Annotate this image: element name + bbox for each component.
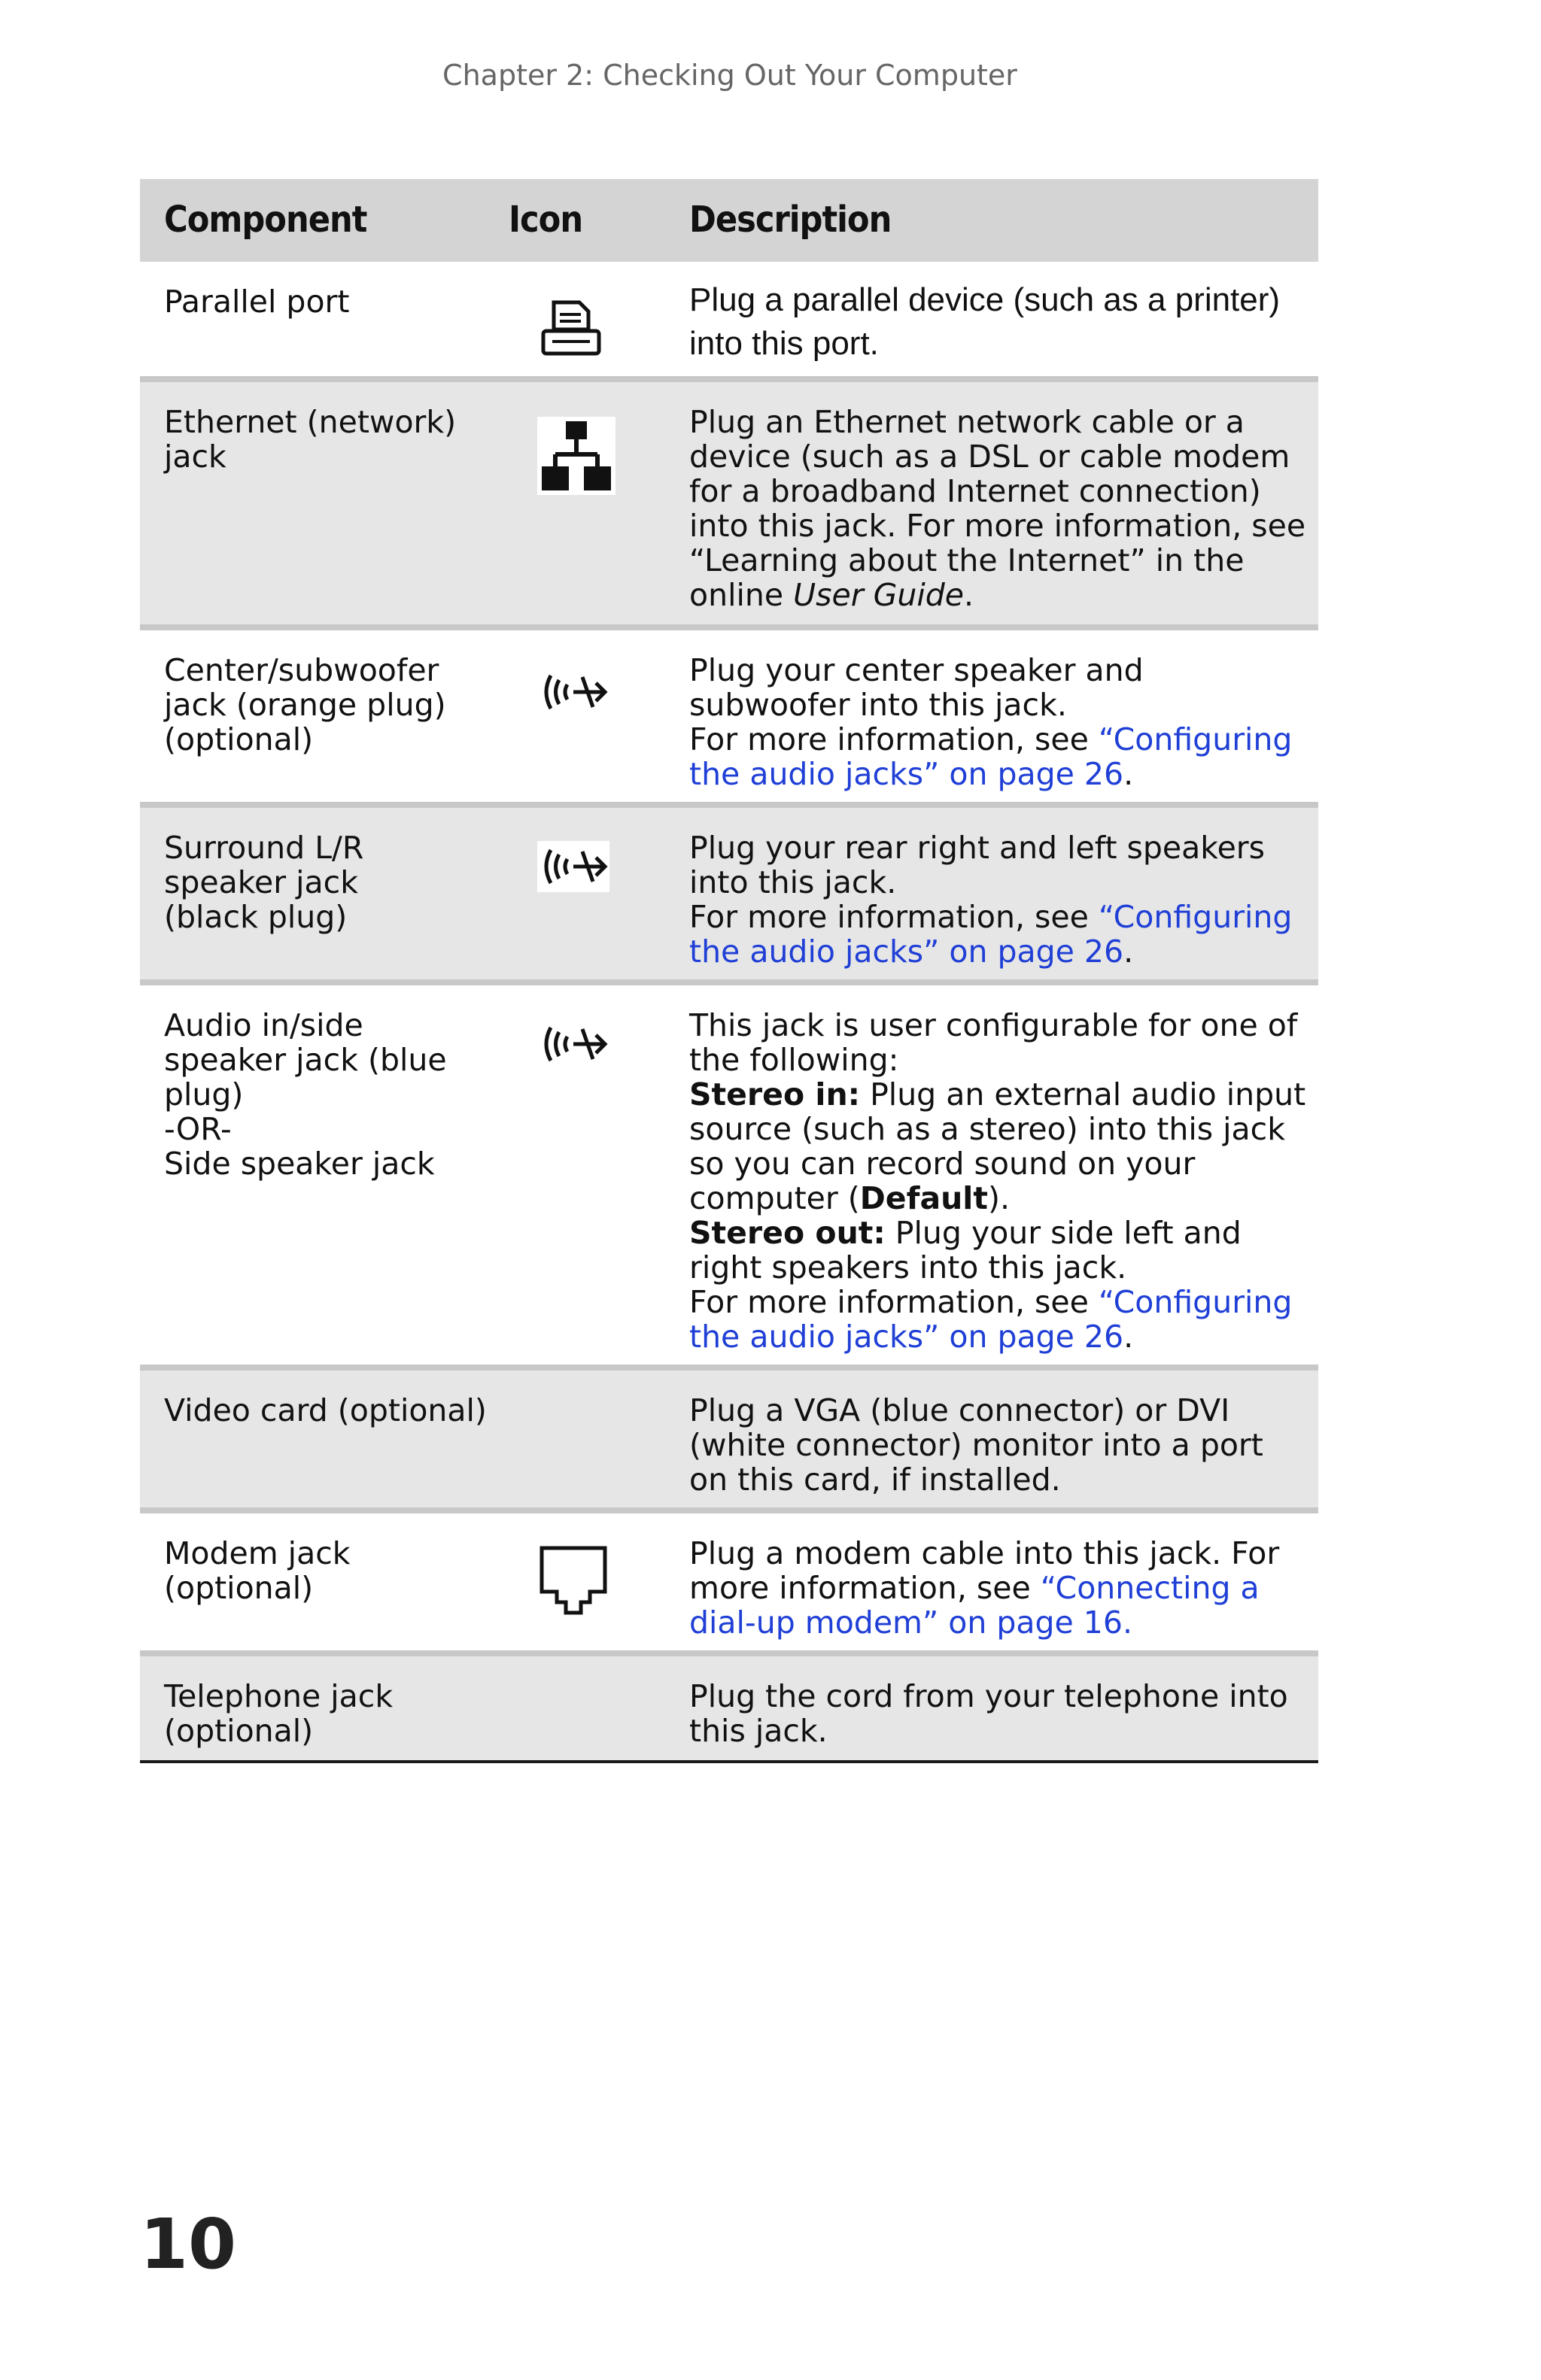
user-guide-title: User Guide [793, 577, 964, 613]
running-head: Chapter 2: Checking Out Your Computer [442, 59, 1017, 92]
table-row [140, 382, 1318, 624]
component-description: Plug a parallel device (such as a printer) into this port. [689, 281, 1281, 362]
row-divider [140, 376, 1318, 382]
page-number: 10 [140, 2204, 237, 2284]
table-row [140, 630, 1318, 802]
default-label: Default [859, 1180, 988, 1216]
stereo-out-label: Stereo out: [689, 1215, 886, 1251]
row-divider [140, 1507, 1318, 1513]
column-header-component: Component [164, 199, 367, 241]
component-description: Plug a modem cable into this jack. For more information, see “Connecting a dial-up modem” on page 16. [689, 1535, 1280, 1641]
component-name: Center/subwoofer jack (orange plug) (optional) [164, 652, 446, 757]
component-description: Plug your rear right and left speakers into this jack. For more information, see “Configuring the audio jacks” on page 26. [689, 830, 1293, 970]
column-header-description: Description [689, 199, 892, 241]
component-name: Modem jack (optional) [164, 1535, 351, 1606]
modem-jack-icon [537, 1544, 620, 1619]
component-name: Parallel port [164, 284, 350, 320]
component-table [140, 179, 1318, 1763]
table-row [140, 262, 1318, 376]
network-icon [537, 417, 620, 495]
row-divider [140, 624, 1318, 630]
component-description: This jack is user configurable for one of the following: Stereo in: Plug an external audio input source (such as a stereo) into this jack so you can record sound on your computer (Default). Stereo out: Plug your side left and right speakers into this jack. For more information, see “Configuring the audio jacks” on page 26. [689, 1007, 1306, 1355]
row-divider [140, 1650, 1318, 1656]
component-name: Audio in/side speaker jack (blue plug) -OR- Side speaker jack [164, 1007, 447, 1182]
row-divider [140, 1365, 1318, 1371]
printer-icon [537, 298, 620, 361]
table-row [140, 808, 1318, 979]
table-bottom-rule [140, 1760, 1318, 1763]
component-description: Plug an Ethernet network cable or a device (such as a DSL or cable modem for a broadband Internet connection) into this jack. For more information, see “Learning about the Internet” in the online User Guide. [689, 404, 1306, 613]
configuring-audio-jacks-link[interactable]: “Configuring the audio jacks” on page 26 [689, 1284, 1293, 1355]
component-name: Ethernet (network) jack [164, 404, 457, 475]
table-row [140, 1656, 1318, 1760]
table-row [140, 1371, 1318, 1507]
row-divider [140, 802, 1318, 808]
component-name: Video card (optional) [164, 1392, 487, 1428]
audio-jack-icon [537, 1020, 620, 1068]
table-header [140, 179, 1318, 262]
audio-jack-icon [537, 668, 620, 716]
component-description: Plug a VGA (blue connector) or DVI (white connector) monitor into a port on this card, if installed. [689, 1392, 1263, 1498]
component-description: Plug your center speaker and subwoofer into this jack. For more information, see “Configuring the audio jacks” on page 26. [689, 652, 1293, 792]
column-header-icon: Icon [509, 199, 583, 241]
connecting-dial-up-modem-link[interactable]: “Connecting a dial-up modem” on page 16 [689, 1570, 1260, 1641]
table-row [140, 1513, 1318, 1650]
configuring-audio-jacks-link[interactable]: “Configuring the audio jacks” on page 26 [689, 721, 1293, 792]
audio-jack-icon [537, 841, 620, 892]
stereo-in-label: Stereo in: [689, 1076, 861, 1113]
component-description: Plug the cord from your telephone into this jack. [689, 1678, 1288, 1749]
component-name: Telephone jack (optional) [164, 1678, 394, 1749]
configuring-audio-jacks-link[interactable]: “Configuring the audio jacks” on page 26 [689, 899, 1293, 970]
table-row [140, 985, 1318, 1365]
component-name: Surround L/R speaker jack (black plug) [164, 830, 364, 935]
row-divider [140, 979, 1318, 985]
